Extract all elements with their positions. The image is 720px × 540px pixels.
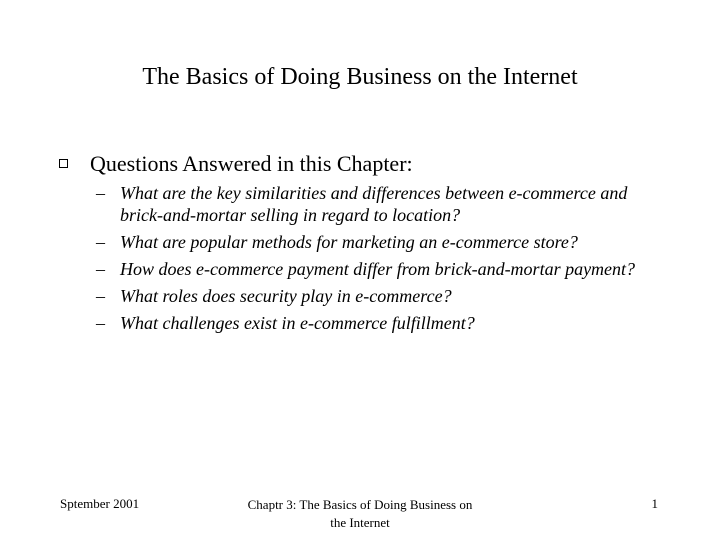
sub-bullet-text: How does e-commerce payment differ from brick-and-mortar payment? — [120, 259, 636, 279]
sub-bullet-text: What are the key similarities and differences between e-commerce and brick-and-mortar selling in regard to location? — [120, 183, 628, 225]
footer-date: Sptember 2001 — [60, 496, 140, 511]
sub-bullet-item — [96, 182, 656, 226]
sub-bullet-item — [96, 285, 656, 307]
dash-bullet-icon: – — [96, 232, 105, 252]
footer-chapter-title: Chaptr 3: The Basics of Doing Business on the Internet — [247, 497, 473, 530]
hollow-square-bullet-icon — [59, 159, 68, 168]
sub-bullet-item — [96, 312, 656, 334]
dash-bullet-icon: – — [96, 313, 105, 333]
sub-bullet-item — [96, 231, 656, 253]
sub-bullet-text: What are popular methods for marketing an e-commerce store? — [120, 232, 578, 252]
main-bullet-label: Questions Answered in this Chapter: — [90, 151, 413, 176]
sub-bullet-text: What roles does security play in e-commerce? — [120, 286, 452, 306]
dash-bullet-icon: – — [96, 286, 105, 306]
dash-bullet-icon: – — [96, 183, 105, 203]
sub-bullet-list — [96, 182, 656, 339]
slide-title: The Basics of Doing Business on the Internet — [142, 64, 578, 90]
sub-bullet-text: What challenges exist in e-commerce fulfillment? — [120, 313, 475, 333]
dash-bullet-icon: – — [96, 259, 105, 279]
sub-bullet-item — [96, 258, 656, 280]
footer-page-number: 1 — [651, 496, 658, 511]
